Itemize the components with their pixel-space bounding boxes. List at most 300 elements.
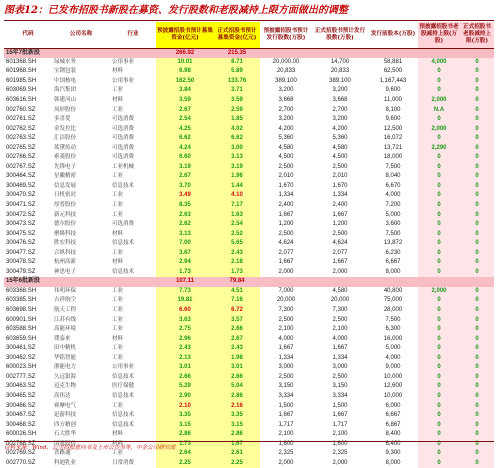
formal-reduction-cell: 0 bbox=[460, 430, 494, 440]
formal-reduction-cell: 0 bbox=[460, 153, 494, 163]
pre-capital-cell: 6,667 bbox=[385, 412, 401, 419]
formal-reduction-cell: 0 bbox=[460, 172, 494, 182]
pre-capital-cell: 12,600 bbox=[383, 383, 403, 390]
pre-capital-cell: 9,300 bbox=[385, 450, 401, 457]
industry-cell: 公用事业 bbox=[112, 77, 135, 84]
pre-capital-cell: 10,000 bbox=[383, 392, 403, 399]
pre-reduction-cell: 0 bbox=[418, 354, 460, 364]
pre-shares-cell: 2,500 bbox=[278, 373, 294, 380]
company-name-cell: 华铭智能 bbox=[54, 354, 77, 361]
header-formal-shares: 正式招股书预计发行股数(万股) bbox=[312, 22, 368, 48]
pre-reduction-cell: 0 bbox=[418, 411, 460, 421]
table-row bbox=[4, 258, 494, 268]
formal-funds-cell: 3.57 bbox=[214, 315, 260, 325]
stock-code-cell: 300477.SZ bbox=[6, 249, 36, 256]
pre-reduction-cell: 2,000 bbox=[418, 124, 460, 134]
formal-reduction-cell: 0 bbox=[460, 287, 494, 297]
section-filler bbox=[260, 48, 494, 58]
formal-shares-cell: 1,667 bbox=[332, 345, 348, 352]
pre-capital-cell: 6,867 bbox=[385, 421, 401, 428]
pre-funds-cell: 2.67 bbox=[156, 105, 214, 115]
pre-funds-cell: 3.63 bbox=[156, 315, 214, 325]
pre-reduction-cell: 0 bbox=[418, 363, 460, 373]
pre-shares-cell: 3,000 bbox=[278, 364, 294, 371]
industry-cell: 信息技术 bbox=[112, 182, 135, 189]
industry-cell: 可选消费 bbox=[112, 125, 135, 132]
header-company: 公司名称 bbox=[52, 22, 110, 48]
formal-shares-cell: 3,200 bbox=[332, 116, 348, 123]
section-label: 15年7批新股 bbox=[4, 48, 156, 58]
formal-reduction-cell: 0 bbox=[460, 334, 494, 344]
stock-code-cell: 002760.SZ bbox=[6, 106, 36, 113]
industry-cell: 信息技术 bbox=[112, 373, 135, 380]
pre-capital-cell: 4,000 bbox=[385, 192, 401, 199]
pre-shares-cell: 3,200 bbox=[278, 116, 294, 123]
pre-reduction-cell: 0 bbox=[418, 67, 460, 77]
stock-code-cell: 300479.SZ bbox=[6, 268, 36, 275]
pre-capital-cell: 6,667 bbox=[385, 259, 401, 266]
pre-reduction-cell: 0 bbox=[418, 296, 460, 306]
stock-code-cell: 002767.SZ bbox=[6, 163, 36, 170]
pre-shares-cell: 1,717 bbox=[278, 421, 294, 428]
formal-reduction-cell: 0 bbox=[460, 420, 494, 430]
formal-reduction-cell: 0 bbox=[460, 392, 494, 402]
stock-code-cell: 603659.SH bbox=[6, 335, 37, 342]
formal-funds-cell: 6.72 bbox=[214, 306, 260, 316]
formal-shares-cell: 1,200 bbox=[332, 221, 348, 228]
pre-capital-cell: 6,300 bbox=[385, 326, 401, 333]
company-name-cell: 普路通 bbox=[54, 450, 71, 457]
industry-cell: 材料 bbox=[112, 431, 124, 438]
formal-funds-cell: 1.44 bbox=[214, 182, 260, 192]
formal-reduction-cell: 0 bbox=[460, 134, 494, 144]
pre-capital-cell: 8,040 bbox=[385, 173, 401, 180]
table-row bbox=[4, 420, 494, 430]
formal-funds-cell: 5.65 bbox=[214, 239, 260, 249]
company-name-cell: 绿城水务 bbox=[54, 58, 77, 65]
pre-shares-cell: 4,500 bbox=[278, 154, 294, 161]
stock-code-cell: 002761.SZ bbox=[6, 116, 36, 123]
pre-capital-cell: 6,000 bbox=[385, 402, 401, 409]
formal-reduction-cell: 0 bbox=[460, 363, 494, 373]
pre-capital-cell: 13,721 bbox=[383, 144, 403, 151]
industry-cell: 工业 bbox=[112, 202, 124, 209]
pre-reduction-cell: 0 bbox=[418, 86, 460, 96]
pre-shares-cell: 1,200 bbox=[278, 221, 294, 228]
formal-funds-cell: 2.43 bbox=[214, 248, 260, 258]
formal-reduction-cell: 0 bbox=[460, 96, 494, 106]
pre-shares-cell: 20,000.00 bbox=[272, 58, 300, 65]
formal-shares-cell: 2,500 bbox=[332, 373, 348, 380]
formal-reduction-cell: 0 bbox=[460, 411, 494, 421]
table-row bbox=[4, 182, 494, 192]
pre-reduction-cell: N.A bbox=[418, 105, 460, 115]
company-name-cell: 四方精创 bbox=[54, 421, 77, 428]
pre-capital-cell: 6,230 bbox=[385, 249, 401, 256]
table-row bbox=[4, 239, 494, 249]
pre-funds-cell: 6.98 bbox=[156, 67, 214, 77]
table-row bbox=[4, 220, 494, 230]
industry-cell: 信息技术 bbox=[112, 421, 135, 428]
header-pre-capital: 发行前股本(万股) bbox=[368, 22, 418, 48]
stock-code-cell: 601368.SH bbox=[6, 58, 37, 65]
formal-shares-cell: 1,667 bbox=[332, 211, 348, 218]
pre-shares-cell: 2,325 bbox=[278, 450, 294, 457]
stock-code-cell: 603616.SH bbox=[6, 97, 37, 103]
table-row bbox=[4, 143, 494, 153]
formal-shares-cell: 1,717 bbox=[332, 421, 348, 428]
pre-reduction-cell: 0 bbox=[418, 239, 460, 249]
pre-reduction-cell: 0 bbox=[418, 439, 460, 449]
figure-title: 图表12：已发布招股书新股在募资、发行股数和老股减持上限方面做出的调整 bbox=[4, 5, 348, 16]
pre-shares-cell: 1,334 bbox=[278, 192, 294, 199]
industry-cell: 材料 bbox=[112, 97, 124, 103]
pre-funds-cell: 1.73 bbox=[156, 268, 214, 278]
stock-code-cell: 002769.SZ bbox=[6, 450, 36, 457]
pre-shares-cell: 1,500 bbox=[278, 402, 294, 409]
pre-shares-cell: 3,668 bbox=[278, 97, 294, 103]
industry-cell: 可选消费 bbox=[112, 135, 135, 142]
company-name-cell: 神思电子 bbox=[54, 268, 77, 275]
stock-code-cell: 300478.SZ bbox=[6, 259, 36, 266]
header-pre-reduction: 预披露招股书老股减持上限(万股) bbox=[418, 22, 460, 48]
stock-code-cell: 603368.SH bbox=[6, 287, 37, 294]
pre-reduction-cell: 0 bbox=[418, 258, 460, 268]
formal-reduction-cell: 0 bbox=[460, 67, 494, 77]
company-name-cell: 迈克生物 bbox=[54, 383, 77, 390]
pre-shares-cell: 20,000 bbox=[276, 297, 296, 304]
table-row bbox=[4, 172, 494, 182]
formal-reduction-cell: 0 bbox=[460, 210, 494, 220]
stock-code-cell: 300464.SZ bbox=[6, 173, 36, 180]
pre-reduction-cell: 0 bbox=[418, 210, 460, 220]
pre-shares-cell: 2,010 bbox=[278, 173, 294, 180]
pre-funds-cell: 3.70 bbox=[156, 182, 214, 192]
pre-reduction-cell: 0 bbox=[418, 191, 460, 201]
pre-funds-cell: 2.25 bbox=[156, 459, 214, 468]
formal-reduction-cell: 0 bbox=[460, 439, 494, 449]
industry-cell: 公用事业 bbox=[112, 364, 135, 371]
pre-shares-cell: 1,667 bbox=[278, 259, 294, 266]
table-row bbox=[4, 86, 494, 96]
formal-reduction-cell: 0 bbox=[460, 58, 494, 68]
formal-shares-cell: 5,360 bbox=[332, 135, 348, 142]
formal-shares-cell: 2,010 bbox=[332, 173, 348, 180]
section-header-row bbox=[4, 277, 494, 287]
company-name-cell: 凤形股份 bbox=[54, 106, 77, 113]
stock-code-cell: 002768.SZ bbox=[6, 440, 36, 447]
table-row bbox=[4, 210, 494, 220]
pre-capital-cell: 58,881 bbox=[383, 58, 403, 65]
pre-shares-cell: 1,334 bbox=[278, 354, 294, 361]
company-name-cell: 杭州高新 bbox=[54, 259, 77, 266]
formal-reduction-cell: 0 bbox=[460, 220, 494, 230]
pre-shares-cell: 2,400 bbox=[278, 202, 294, 209]
formal-funds-cell: 2.43 bbox=[214, 344, 260, 354]
section-header-row bbox=[4, 48, 494, 58]
pre-shares-cell: 2,000 bbox=[278, 459, 294, 466]
company-name-cell: 胜宏科技 bbox=[54, 240, 77, 247]
industry-cell: 工业 bbox=[112, 173, 124, 180]
company-name-cell: 高能环境 bbox=[54, 326, 77, 333]
pre-funds-cell: 2.94 bbox=[156, 258, 214, 268]
industry-cell: 工业 bbox=[112, 87, 124, 94]
table-row bbox=[4, 430, 494, 440]
pre-funds-cell: 4.24 bbox=[156, 143, 214, 153]
industry-cell: 材料 bbox=[112, 230, 124, 237]
pre-shares-cell: 1,670 bbox=[278, 182, 294, 189]
pre-reduction-cell: 0 bbox=[418, 449, 460, 459]
stock-code-cell: 300470.SZ bbox=[6, 192, 36, 199]
formal-funds-cell: 3.59 bbox=[214, 96, 260, 106]
industry-cell: 公用事业 bbox=[112, 58, 135, 65]
stock-code-cell: 002765.SZ bbox=[6, 144, 36, 151]
table-row bbox=[4, 134, 494, 144]
formal-shares-cell: 1,670 bbox=[332, 182, 348, 189]
formal-funds-cell: 1.96 bbox=[214, 172, 260, 182]
pre-reduction-cell: 0 bbox=[418, 134, 460, 144]
stock-code-cell: 002777.SZ bbox=[6, 373, 36, 380]
formal-reduction-cell: 0 bbox=[460, 296, 494, 306]
pre-shares-cell: 2,100 bbox=[278, 326, 294, 333]
pre-capital-cell: 10,000 bbox=[383, 373, 403, 380]
pre-reduction-cell: 2,290 bbox=[418, 143, 460, 153]
pre-capital-cell: 5,000 bbox=[385, 211, 401, 218]
pre-capital-cell: 1,167,443 bbox=[379, 77, 407, 84]
company-name-cell: 汇洁股份 bbox=[54, 135, 77, 142]
pre-reduction-cell: 0 bbox=[418, 306, 460, 316]
stock-code-cell: 300473.SZ bbox=[6, 221, 36, 228]
formal-shares-cell: 2,077 bbox=[332, 249, 348, 256]
table-row bbox=[4, 392, 494, 402]
formal-reduction-cell: 0 bbox=[460, 382, 494, 392]
pre-reduction-cell: 0 bbox=[418, 459, 460, 468]
header-formal-reduction: 正式招股书老股减持上限(万股) bbox=[460, 22, 494, 48]
pre-reduction-cell: 0 bbox=[418, 248, 460, 258]
company-name-cell: 新元科技 bbox=[54, 211, 77, 218]
pre-reduction-cell: 4,000 bbox=[418, 58, 460, 68]
company-name-cell: 石大胜华 bbox=[54, 431, 77, 438]
section-sum-formal-funds: 215.35 bbox=[214, 48, 260, 58]
industry-cell: 工业 bbox=[112, 354, 124, 361]
pre-shares-cell: 389,100 bbox=[275, 77, 297, 84]
company-name-cell: 江苏有线 bbox=[54, 316, 77, 323]
pre-shares-cell: 4,200 bbox=[278, 125, 294, 132]
table-row bbox=[4, 153, 494, 163]
stock-code-cell: 300466.SZ bbox=[6, 402, 36, 409]
company-name-cell: 聚隆科技 bbox=[54, 230, 77, 237]
pre-funds-cell: 2.10 bbox=[156, 401, 214, 411]
formal-shares-cell: 2,500 bbox=[332, 316, 348, 323]
pre-funds-cell: 162.50 bbox=[156, 77, 214, 87]
pre-shares-cell: 3,200 bbox=[278, 87, 294, 94]
stock-code-cell: 002762.SZ bbox=[6, 125, 36, 132]
pre-funds-cell: 2.62 bbox=[156, 220, 214, 230]
industry-cell: 工业 bbox=[112, 450, 124, 457]
pre-funds-cell: 3.19 bbox=[156, 163, 214, 173]
formal-reduction-cell: 0 bbox=[460, 239, 494, 249]
formal-shares-cell: 2,100 bbox=[332, 326, 348, 333]
company-name-cell: 厚普股份 bbox=[54, 202, 77, 209]
industry-cell: 工业 bbox=[112, 211, 124, 218]
formal-funds-cell: 7.17 bbox=[214, 201, 260, 211]
industry-cell: 材料 bbox=[112, 259, 124, 266]
stock-code-cell: 603385.SH bbox=[6, 297, 37, 304]
table-row bbox=[4, 296, 494, 306]
formal-reduction-cell: 0 bbox=[460, 268, 494, 278]
pre-reduction-cell: 0 bbox=[418, 172, 460, 182]
company-name-cell: 高伟达 bbox=[54, 392, 71, 399]
formal-funds-cell: 3.01 bbox=[214, 363, 260, 373]
company-name-cell: 多喜爱 bbox=[54, 116, 71, 123]
pre-reduction-cell: 0 bbox=[418, 382, 460, 392]
company-name-cell: 国恩股份 bbox=[54, 440, 77, 447]
formal-funds-cell: 2.61 bbox=[214, 449, 260, 459]
formal-funds-cell: 4.10 bbox=[214, 191, 260, 201]
formal-shares-cell: 1,667 bbox=[332, 412, 348, 419]
table-row bbox=[4, 229, 494, 239]
formal-reduction-cell: 0 bbox=[460, 201, 494, 211]
pre-funds-cell: 2.63 bbox=[156, 210, 214, 220]
stock-code-cell: 300471.SZ bbox=[6, 202, 36, 209]
formal-shares-cell: 2,325 bbox=[332, 450, 348, 457]
stock-code-cell: 603698.SH bbox=[6, 307, 37, 314]
stock-code-cell: 002763.SZ bbox=[6, 135, 36, 142]
formal-funds-cell: 1.73 bbox=[214, 268, 260, 278]
industry-cell: 信息技术 bbox=[112, 412, 135, 419]
company-name-cell: 中国核电 bbox=[54, 77, 77, 84]
industry-cell: 工业 bbox=[112, 402, 124, 409]
pre-funds-cell: 1.73 bbox=[156, 439, 214, 449]
pre-reduction-cell: 0 bbox=[418, 401, 460, 411]
formal-funds-cell: 6.62 bbox=[214, 134, 260, 144]
company-name-cell: 德尔股份 bbox=[54, 221, 77, 228]
ipo-adjustment-table bbox=[4, 22, 494, 468]
pre-funds-cell: 2.90 bbox=[156, 392, 214, 402]
pre-reduction-cell: 0 bbox=[418, 115, 460, 125]
pre-funds-cell: 2.64 bbox=[156, 449, 214, 459]
stock-code-cell: 002770.SZ bbox=[6, 459, 36, 466]
table-row bbox=[4, 163, 494, 173]
formal-shares-cell: 1,667 bbox=[332, 259, 348, 266]
formal-shares-cell: 20,000 bbox=[330, 297, 350, 304]
formal-shares-cell: 2,000 bbox=[332, 459, 348, 466]
pre-capital-cell: 12,500 bbox=[383, 125, 403, 132]
formal-shares-cell: 4,000 bbox=[332, 335, 348, 342]
pre-funds-cell: 6.60 bbox=[156, 306, 214, 316]
company-name-cell: 星徽精密 bbox=[54, 173, 77, 180]
formal-funds-cell: 5.89 bbox=[214, 67, 260, 77]
pre-reduction-cell: 0 bbox=[418, 392, 460, 402]
table-row bbox=[4, 382, 494, 392]
pre-shares-cell: 2,500 bbox=[278, 230, 294, 237]
pre-capital-cell: 9,600 bbox=[385, 116, 401, 123]
industry-cell: 工业 bbox=[112, 316, 124, 323]
formal-shares-cell: 3,200 bbox=[332, 87, 348, 94]
formal-reduction-cell: 0 bbox=[460, 354, 494, 364]
pre-funds-cell: 3.67 bbox=[156, 248, 214, 258]
pre-funds-cell: 6.60 bbox=[156, 153, 214, 163]
pre-reduction-cell: 0 bbox=[418, 77, 460, 87]
company-name-cell: 宝钢包装 bbox=[54, 68, 77, 75]
pre-funds-cell: 3.01 bbox=[156, 363, 214, 373]
table-row bbox=[4, 373, 494, 383]
stock-code-cell: 300463.SZ bbox=[6, 383, 36, 390]
table-row bbox=[4, 401, 494, 411]
pre-capital-cell: 3,600 bbox=[385, 221, 401, 228]
stock-code-cell: 603588.SH bbox=[6, 326, 37, 333]
pre-capital-cell: 7,500 bbox=[385, 163, 401, 170]
pre-reduction-cell: 0 bbox=[418, 420, 460, 430]
pre-funds-cell: 3.15 bbox=[156, 420, 214, 430]
header-industry: 行业 bbox=[110, 22, 156, 48]
formal-shares-cell: 2,000 bbox=[332, 268, 348, 275]
pre-funds-cell: 5.29 bbox=[156, 382, 214, 392]
company-name-cell: 吉祥航空 bbox=[54, 297, 77, 304]
pre-capital-cell: 6,670 bbox=[385, 182, 401, 189]
formal-shares-cell: 14,700 bbox=[330, 58, 350, 65]
industry-cell: 工业机械 bbox=[112, 163, 135, 170]
formal-funds-cell: 3.35 bbox=[214, 411, 260, 421]
formal-shares-cell: 3,334 bbox=[332, 392, 348, 399]
pre-shares-cell: 2,500 bbox=[278, 163, 294, 170]
formal-shares-cell: 3,000 bbox=[332, 364, 348, 371]
formal-reduction-cell: 0 bbox=[460, 163, 494, 173]
industry-cell: 日常消费 bbox=[112, 459, 135, 466]
pre-capital-cell: 4,000 bbox=[385, 354, 401, 361]
table-row bbox=[4, 287, 494, 297]
formal-reduction-cell: 0 bbox=[460, 124, 494, 134]
section-sum-formal-funds: 79.84 bbox=[214, 277, 260, 287]
stock-code-cell: 300475.SZ bbox=[6, 230, 36, 237]
industry-cell: 材料 bbox=[112, 335, 124, 342]
formal-shares-cell: 3,668 bbox=[332, 97, 348, 103]
formal-shares-cell: 4,580 bbox=[332, 144, 348, 151]
pre-reduction-cell: 0 bbox=[418, 163, 460, 173]
pre-capital-cell: 7,200 bbox=[385, 202, 401, 209]
formal-shares-cell: 2,700 bbox=[332, 106, 348, 113]
formal-reduction-cell: 0 bbox=[460, 344, 494, 354]
pre-capital-cell: 6,400 bbox=[385, 440, 401, 447]
formal-shares-cell: 20,833 bbox=[330, 68, 350, 75]
pre-funds-cell: 3.49 bbox=[156, 191, 214, 201]
company-name-cell: 金发拉比 bbox=[54, 125, 77, 132]
formal-funds-cell: 3.00 bbox=[214, 143, 260, 153]
company-name-cell: 信息发展 bbox=[54, 182, 77, 189]
header-formal-funds: 正式招股书预计募集资金(亿元) bbox=[214, 22, 260, 48]
company-name-cell: 索菱股份 bbox=[54, 154, 77, 161]
formal-reduction-cell: 0 bbox=[460, 77, 494, 87]
table-row bbox=[4, 201, 494, 211]
source-note: 资料来源：Wind，公司招股意向书及上市公告书等，中金公司研究部 bbox=[4, 441, 494, 453]
company-name-cell: 航天工程 bbox=[54, 307, 77, 314]
industry-cell: 工业 bbox=[112, 345, 124, 352]
pre-reduction-cell: 0 bbox=[418, 182, 460, 192]
industry-cell: 信息技术 bbox=[112, 392, 135, 399]
table-row bbox=[4, 315, 494, 325]
pre-shares-cell: 4,580 bbox=[278, 144, 294, 151]
formal-shares-cell: 389,100 bbox=[329, 77, 351, 84]
formal-shares-cell: 3,150 bbox=[332, 383, 348, 390]
company-name-cell: 合纵科技 bbox=[54, 249, 77, 256]
table-body bbox=[4, 48, 494, 468]
pre-capital-cell: 8,400 bbox=[385, 431, 401, 438]
formal-funds-cell: 2.66 bbox=[214, 373, 260, 383]
pre-funds-cell: 7.00 bbox=[156, 239, 214, 249]
formal-shares-cell: 4,580 bbox=[332, 287, 348, 294]
stock-code-cell: 300465.SZ bbox=[6, 392, 36, 399]
pre-reduction-cell: 2,000 bbox=[418, 287, 460, 297]
